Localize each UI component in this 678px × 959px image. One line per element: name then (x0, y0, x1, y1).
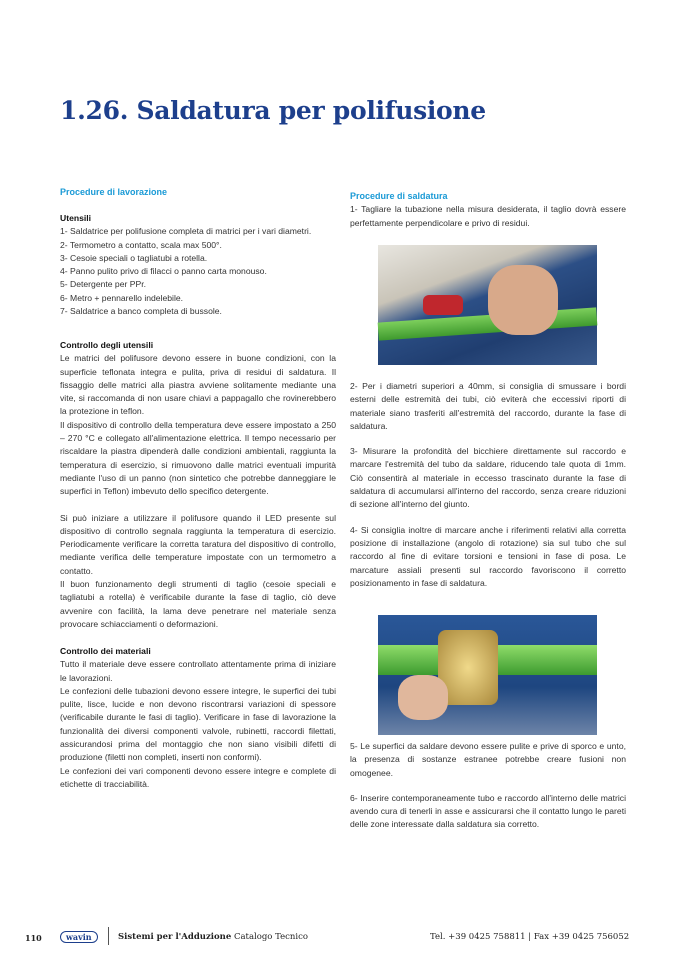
page-title: 1.26. Saldatura per polifusione (60, 96, 486, 125)
utensili-block (60, 212, 336, 318)
step-3: 3- Misurare la profondità del bicchiere direttamente sul raccordo e marcare l'estremità del tubo da saldare, riducendo tale quota di 1mm. Ciò consentirà al materiale in eccesso trascinato durante la fase di saldatura di accumularsi all'interno del raccordo, senza creare riduzioni di sezione all'interno del giunto. (350, 446, 626, 510)
step-5: 5- Le superfici da saldare devono essere pulite e prive di sporco e unto, la presenza di sostanze estranee potrebbe creare fusioni non omogenee. (350, 741, 626, 778)
paragraph: Tutto il materiale deve essere controllato attentamente prima di iniziare le lavorazioni. (60, 659, 336, 683)
wavin-logo: wavin (60, 931, 98, 943)
paragraph: Il dispositivo di controllo della temperatura deve essere impostato a 250 – 270 °C e collegato all'alimentazione elettrica. Il tempo necessario per riscaldare la piastra dipenderà dalle condizioni ambientali, raggiunta la temperatura di esercizio, si rimuovono dalle matrici eventuali impurità mediante l'uso di un panno (non sintetico che potrebbe danneggiare le superfici in Teflon) imbevuto dello specifico detergente. (60, 419, 336, 497)
paragraph: Il buon funzionamento degli strumenti di taglio (cesoie speciali e tagliatubi a rotella) è verificabile durante la fase di taglio, ciò deve avvenire con facilità, la lama deve penetrare nel materiale senza provocare schiacciamenti o deformazioni. (60, 579, 336, 629)
divider (108, 927, 109, 945)
step-1: 1- Tagliare la tubazione nella misura desiderata, il taglio dovrà essere perfettamente perpendicolare e privo di residui. (350, 204, 626, 228)
page-footer (0, 931, 678, 945)
section-heading: Procedure di saldatura (350, 191, 448, 201)
controllo-materiali-heading: Controllo dei materiali (60, 646, 151, 656)
list-item: 4- Panno pulito privo di filacci o panno carta monouso. (60, 266, 267, 277)
photo-fusion-welding (378, 615, 597, 735)
controllo-utensili-block (60, 339, 336, 631)
page-number: 110 (25, 933, 42, 943)
catalog-title-rest: Catalogo Tecnico (233, 932, 308, 942)
paragraph: Si può iniziare a utilizzare il polifusore quando il LED presente sul dispositivo di controllo segnala raggiunta la temperatura di esercizio. Periodicamente verificare la corretta taratura del dispositivo di controllo, mediante verifica delle temperature impostate con un termometro a contatto. (60, 512, 336, 576)
list-item: 5- Detergente per PPr. (60, 279, 146, 290)
section-heading: Procedure di lavorazione (60, 187, 168, 197)
controllo-utensili-heading: Controllo degli utensili (60, 340, 154, 350)
paragraph: Le matrici del polifusore devono essere in buone condizioni, con la superficie teflonata integra e pulita, priva di residui di saldatura. Il fissaggio delle matrici alla piastra avviene solitamente mediante una vite, si raccomanda di non usare chiavi a pappagallo che rovinerebbero la protezione in teflon. (60, 353, 336, 417)
controllo-materiali-block (60, 645, 336, 791)
list-item: 7- Saldatrice a banco completa di bussole. (60, 306, 222, 317)
section-procedure-lavorazione (60, 186, 336, 199)
utensili-list (60, 225, 336, 318)
step-6: 6- Inserire contemporaneamente tubo e raccordo all'interno delle matrici avendo cura di tenerli in asse e assicurarsi che il contatto lungo le pareti delle zone interessate dalla saldatura sia corretto. (350, 792, 626, 830)
photo-pipe-cutting (378, 245, 597, 365)
contact-info: Tel. +39 0425 758811 | Fax +39 0425 756052 (430, 932, 630, 942)
steps-5-6 (350, 740, 626, 832)
list-item: 1- Saldatrice per polifusione completa di matrici per i vari diametri. (60, 226, 312, 237)
paragraph: Le confezioni dei vari componenti devono essere integre e complete di etichette di tracciabilità. (60, 765, 336, 789)
steps-2-4 (350, 380, 626, 590)
step-2: 2- Per i diametri superiori a 40mm, si consiglia di smussare i bordi esterni delle estremità dei tubi, ciò eviterà che eccessivi riporti di materiale siano trasferiti all'estremità del raccordo, durante la fase di saldatura. (350, 381, 626, 431)
catalog-title (118, 932, 308, 942)
catalog-title-bold: Sistemi per l'Adduzione (118, 932, 232, 942)
procedure-saldatura-block (350, 190, 626, 230)
list-item: 3- Cesoie speciali o tagliatubi a rotella. (60, 252, 208, 263)
list-item: 6- Metro + pennarello indelebile. (60, 292, 184, 303)
list-item: 2- Termometro a contatto, scala max 500°. (60, 239, 222, 250)
utensili-heading: Utensili (60, 213, 92, 223)
paragraph: Le confezioni delle tubazioni devono essere integre, le superfici dei tubi pulite, lisce, lucide e non devono riscontrarsi variazioni di spessore (verificabile durante le fasi di taglio). Verificare in fase di lavorazione la funzionalità dei diversi componenti valvole, rubinetti, raccordi filettati, assicurandosi prima del montaggio che non siano visibili difetti di produzione (filetti non completi, inserti non conformi). (60, 685, 336, 763)
step-4: 4- Si consiglia inoltre di marcare anche i riferimenti relativi alla corretta posizione di installazione (angolo di rotazione) sia sul tubo che sul raccordo al fine di evitare torsioni e tensioni in fase di posa. Le marcature assiali presenti sul raccordo favoriscono il corretto posizionamento in fase di saldatura. (350, 524, 626, 588)
